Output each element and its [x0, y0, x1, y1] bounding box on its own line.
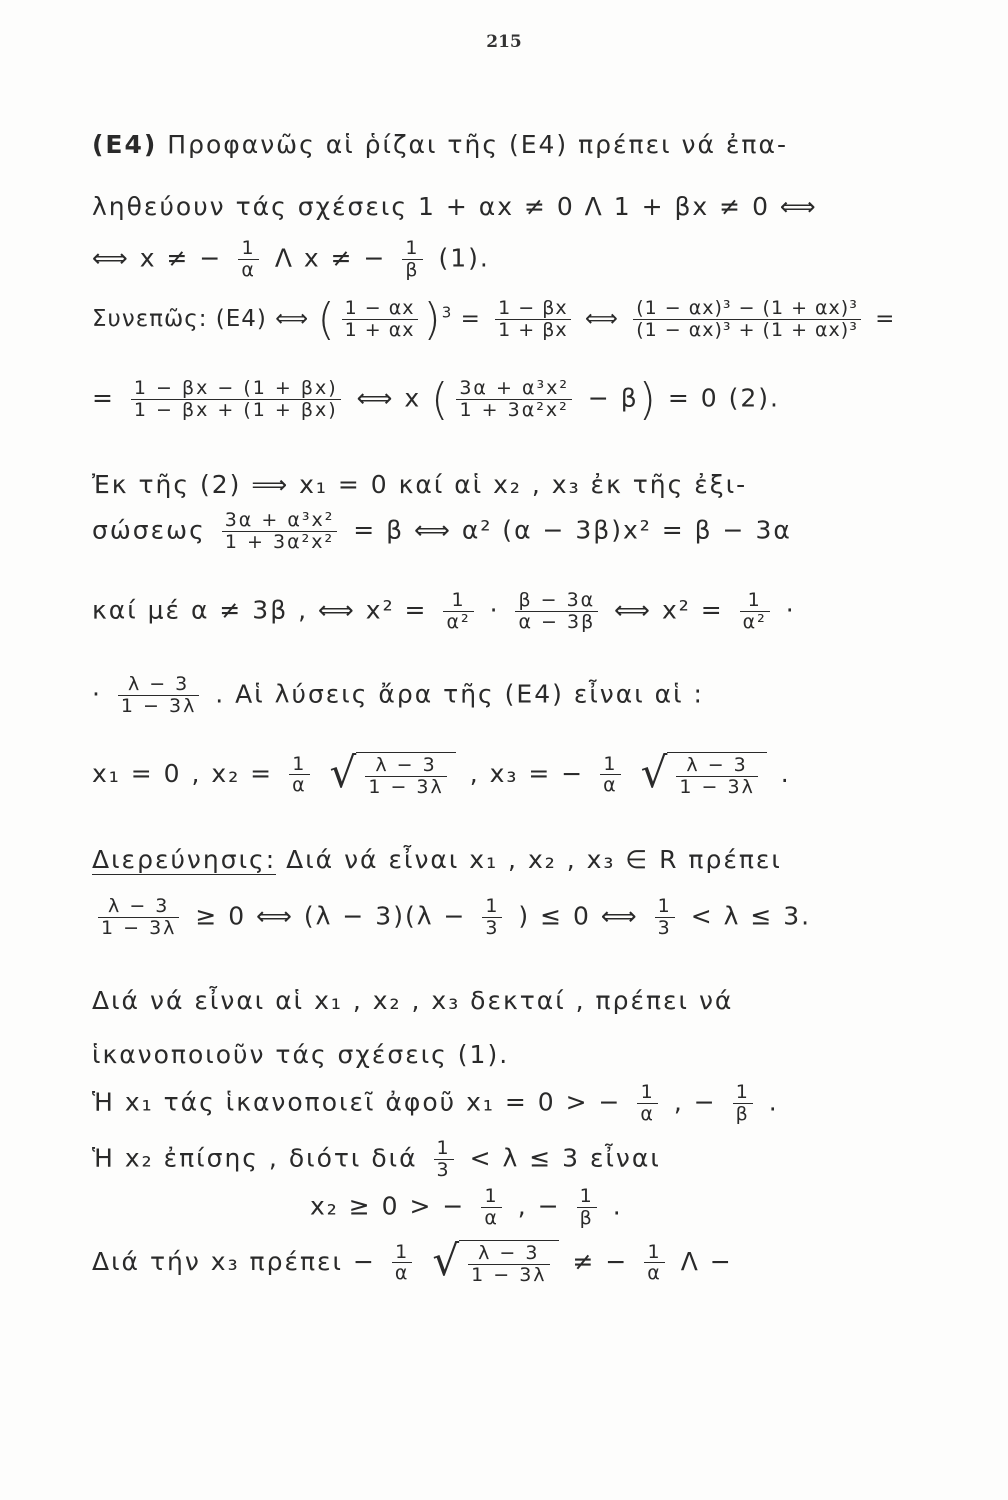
square-root: √ $\frac{\lambda - 3}{1 - 3\lambda}$ [641, 752, 767, 798]
square-root: √ $\frac{\lambda - 3}{1 - 3\lambda}$ [432, 1240, 558, 1286]
page-number: 215 [486, 32, 522, 52]
fraction: $\frac{1}{\alpha}$ [392, 1242, 413, 1285]
fraction: $\frac{\text{3α + α³x²}}{\text{1 + 3α²x²}}$ [456, 378, 572, 421]
line-2: ληθεύουν τάς σχέσεις 1 + αx ≠ 0 Λ 1 + βx ≠ 0 ⟺ [92, 192, 818, 221]
fraction: $\frac{1}{\alpha}$ [481, 1186, 502, 1229]
line-7: σώσεως $\frac{\text{3α + α³x²}}{\text{1 + 3α²x²}}$ = β ⟺ α² (α − 3β)x² = β − 3α [92, 509, 792, 553]
line-10: x₁ = 0 , x₂ = $\frac{1}{\alpha}$ √ $\frac{\lambda - 3}{1 - 3\lambda}$ , x₃ = − $\frac{1}{\alpha}$ √ $\frac{\lambda - 3}{1 - 3\lambda}$ . [92, 748, 791, 798]
line-1-text: Προφανῶς αἱ ῥίζαι τῆς (E4) πρέπει νά ἐπα- [157, 130, 788, 159]
line-3: ⟺ x ≠ − $\frac{1}{\alpha}$ Λ x ≠ − $\frac{1}{\beta}$ (1). [92, 237, 490, 281]
fraction: $\frac{1}{\alpha}$ [637, 1082, 658, 1125]
exercise-label: (E4) [92, 130, 158, 159]
fraction: $\frac{1 - \beta x - (1 + \beta x)}{1 - \beta x + (1 + \beta x)}$ [131, 378, 341, 421]
fraction: $\frac{1}{\beta}$ [402, 238, 422, 281]
fraction: $\frac{\lambda - 3}{1 - 3\lambda}$ [98, 896, 179, 939]
line-8: καί μέ α ≠ 3β , ⟺ x² = $\frac{1}{\text{α²}}$ · $\frac{\beta - 3\alpha}{\alpha - 3\beta}$ ⟺ x² = $\frac{1}{\text{α²}}$ · [92, 589, 796, 633]
line-16: Ἡ x₂ ἐπίσης , διότι διά $\frac{1}{3}$ < λ ≤ 3 εἶναι [92, 1137, 661, 1181]
line-4: Συνεπῶς: (E4) ⟺ ( $\frac{1 - \alpha x}{1 + \alpha x}$ )$^3$ = $\frac{1 - \beta x}{1 + \beta x}$ ⟺ $\frac{\text{(1 − αx)³ − (1 + αx)³}}{\text{(1 − αx)³ + (1 + αx)³}}$ = [92, 294, 896, 345]
fraction: $\frac{1}{\alpha}$ [238, 238, 259, 281]
fraction: $\frac{1 - \alpha x}{1 + \alpha x}$ [342, 298, 418, 341]
fraction: $\frac{1}{\beta}$ [577, 1186, 597, 1229]
fraction: $\frac{1}{\beta}$ [733, 1082, 753, 1125]
section-heading: Διερεύνησις: [92, 845, 277, 874]
line-15: Ἡ x₁ τάς ἱκανοποιεῖ ἀφοῦ x₁ = 0 > − $\frac{1}{\alpha}$ , − $\frac{1}{\beta}$ . [92, 1081, 779, 1125]
fraction: $\frac{1}{\alpha}$ [600, 754, 621, 797]
line-1 [92, 130, 788, 159]
line-11: Διερεύνησις: Διά νά εἶναι x₁ , x₂ , x₃ ∈ R πρέπει [92, 845, 782, 874]
square-root: √ $\frac{\lambda - 3}{1 - 3\lambda}$ [330, 752, 456, 798]
fraction: $\frac{1}{\alpha}$ [644, 1242, 665, 1285]
fraction: $\frac{\lambda - 3}{1 - 3\lambda}$ [118, 674, 199, 717]
line-9: · $\frac{\lambda - 3}{1 - 3\lambda}$ . Αἱ λύσεις ἄρα τῆς (E4) εἶναι αἱ : [92, 673, 704, 717]
fraction: $\frac{\beta - 3\alpha}{\alpha - 3\beta}$ [515, 590, 598, 633]
fraction: $\frac{1}{\text{α²}}$ [443, 590, 473, 633]
line-17: x₂ ≥ 0 > − $\frac{1}{\alpha}$ , − $\frac{1}{\beta}$ . [310, 1185, 623, 1229]
fraction: $\frac{1}{3}$ [655, 896, 675, 939]
line-5: = $\frac{1 - \beta x - (1 + \beta x)}{1 - \beta x + (1 + \beta x)}$ ⟺ x ( $\frac{\text{3α + α³x²}}{\text{1 + 3α²x²}}$ − β) = 0 (2). [92, 374, 780, 425]
fraction: $\frac{1}{\text{α²}}$ [740, 590, 770, 633]
fraction: $\frac{1}{3}$ [434, 1138, 454, 1181]
line-12: $\frac{\lambda - 3}{1 - 3\lambda}$ ≥ 0 ⟺ (λ − 3)(λ − $\frac{1}{3}$ ) ≤ 0 ⟺ $\frac{1}{3}$ < λ ≤ 3. [92, 896, 811, 939]
fraction: $\frac{1 - \beta x}{1 + \beta x}$ [495, 298, 570, 341]
fraction: $\frac{\text{3α + α³x²}}{\text{1 + 3α²x²}}$ [222, 510, 338, 553]
fraction: $\frac{\text{(1 − αx)³ − (1 + αx)³}}{\text{(1 − αx)³ + (1 + αx)³}}$ [633, 298, 861, 341]
line-14: ἱκανοποιοῦν τάς σχέσεις (1). [92, 1040, 510, 1069]
fraction: $\frac{1}{3}$ [482, 896, 502, 939]
line-6: Ἐκ τῆς (2) ⟹ x₁ = 0 καί αἱ x₂ , x₃ ἐκ τῆς ἐξι- [92, 470, 748, 499]
fraction: $\frac{1}{\alpha}$ [289, 754, 310, 797]
line-13: Διά νά εἶναι αἱ x₁ , x₂ , x₃ δεκταί , πρέπει νά [92, 986, 734, 1015]
line-18: Διά τήν x₃ πρέπει − $\frac{1}{\alpha}$ √ $\frac{\lambda - 3}{1 - 3\lambda}$ ≠ − $\frac{1}{\alpha}$ Λ − [92, 1236, 733, 1286]
